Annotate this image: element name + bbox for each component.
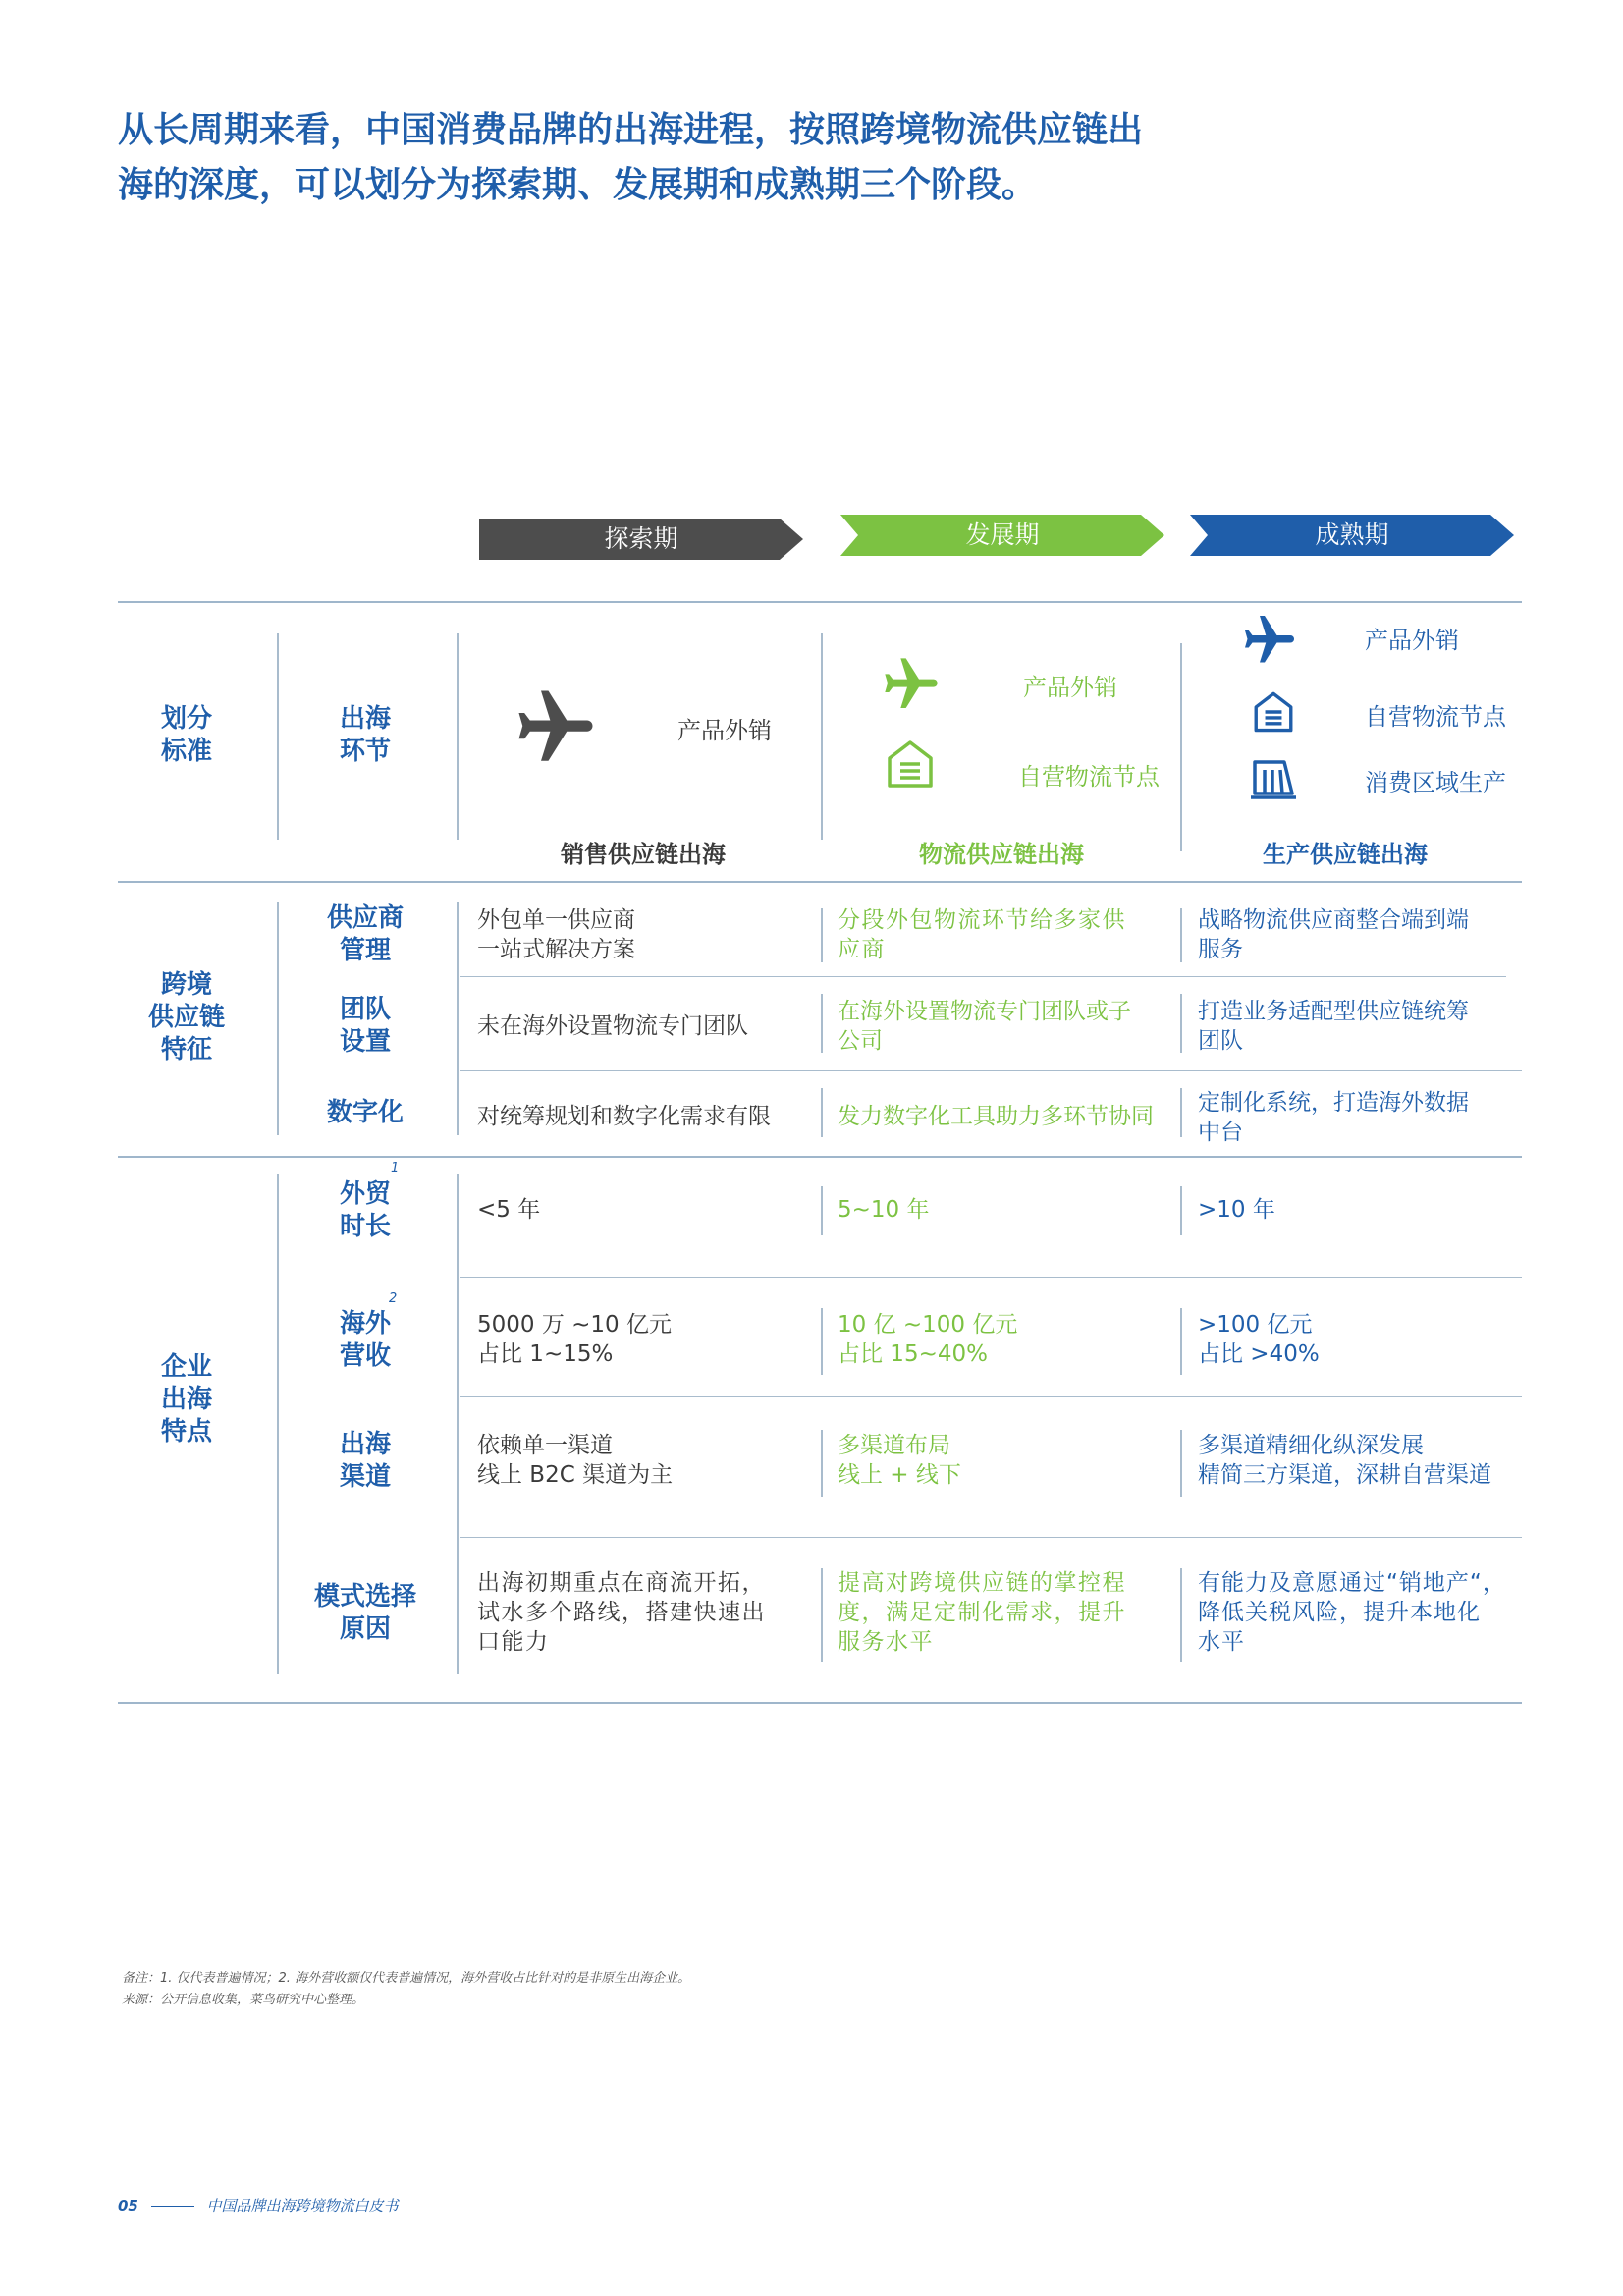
cell-line: 服务水平 [838, 1629, 934, 1655]
section2-label-line: 特征 [160, 1035, 212, 1065]
revenue-explore [477, 1310, 672, 1369]
rule-row-reason [460, 1537, 1522, 1538]
cell-line: 一站式解决方案 [477, 937, 635, 962]
vrule-s3-c2 [821, 1308, 823, 1375]
supplier-develop [838, 905, 1126, 964]
row-label-line: 外贸 [339, 1179, 391, 1209]
cell-line: 应商 [838, 937, 886, 962]
cell-line: 中台 [1198, 1120, 1243, 1145]
channel-explore [477, 1431, 673, 1490]
title-line-1: 从长周期来看，中国消费品牌的出海进程，按照跨境物流供应链出 [118, 110, 1144, 150]
cell-line: 未在海外设置物流专门团队 [477, 1013, 748, 1039]
section2-label [128, 969, 245, 1066]
section3-label-line: 出海 [160, 1385, 212, 1414]
page-number: 05 [118, 2197, 138, 2214]
phase-mature [1190, 515, 1514, 556]
digital-mature [1198, 1088, 1469, 1147]
vrule-s1-d [1180, 643, 1182, 851]
team-develop [838, 997, 1131, 1056]
vrule-s2-c2 [821, 994, 823, 1053]
cell-line: 10 亿 ~100 亿元 [838, 1312, 1018, 1338]
cell-line: 公司 [838, 1028, 883, 1054]
row-digital-label [306, 1097, 424, 1129]
row-label-line: 出海 [339, 1430, 391, 1459]
airplane-icon [1239, 611, 1300, 670]
cell-line: >100 亿元 [1198, 1312, 1313, 1338]
cell-line: 服务 [1198, 937, 1243, 962]
vrule-s3-b [457, 1174, 459, 1674]
row-channel-label [306, 1429, 424, 1494]
cell-line: 度，满足定制化需求，提升 [838, 1600, 1126, 1625]
vrule-s3-d2 [1180, 1308, 1182, 1375]
cell-line: 占比 >40% [1198, 1341, 1320, 1367]
develop-icon-label-2: 自营物流节点 [1018, 763, 1160, 791]
row-label-line: 管理 [339, 936, 391, 965]
cell-line: 发力数字化工具助力多环节协同 [838, 1104, 1154, 1129]
page-title [118, 103, 1296, 213]
rule-row-revenue [460, 1277, 1522, 1278]
cell-line: 降低关税风险，提升本地化 [1198, 1600, 1481, 1625]
rule-section3 [118, 1156, 1522, 1158]
footer-title: 中国品牌出海跨境物流白皮书 [206, 2197, 399, 2214]
cell-line: 提高对跨境供应链的掌控程 [838, 1570, 1126, 1596]
section3-label-line: 特点 [160, 1417, 212, 1447]
cell-line: 水平 [1198, 1629, 1245, 1655]
vrule-s3-c4 [821, 1568, 823, 1662]
vrule-s3-d1 [1180, 1186, 1182, 1235]
cell-line: 在海外设置物流专门团队或子 [838, 999, 1131, 1024]
cell-line: 试水多个路线，搭建快速出 [477, 1600, 766, 1625]
digital-explore [477, 1102, 771, 1131]
phase-mature-label: 成熟期 [1315, 520, 1389, 549]
row-label-line: 设置 [339, 1027, 391, 1057]
cell-line: 多渠道精细化纵深发展 [1198, 1433, 1424, 1458]
vrule-s2-b [457, 902, 459, 1135]
cell-line: 占比 1~15% [477, 1341, 614, 1367]
footnote-marker: 2 [389, 1291, 398, 1306]
duration-develop [838, 1195, 929, 1225]
section3-label [128, 1351, 245, 1449]
section2-label-line: 跨境 [160, 970, 212, 1000]
section1-sublabel-line: 环节 [339, 737, 391, 766]
section1-sublabel-line: 出海 [339, 704, 391, 734]
airplane-icon [511, 683, 601, 772]
vrule-s2-a [277, 902, 279, 1135]
section2-label-line: 供应链 [147, 1003, 225, 1032]
cell-line: 多渠道布局 [838, 1433, 950, 1458]
row-label-line: 营收 [339, 1341, 391, 1371]
revenue-mature [1198, 1310, 1320, 1369]
rule-section2 [118, 881, 1522, 883]
warehouse-icon [1252, 690, 1295, 734]
rule-row-channel [460, 1396, 1522, 1397]
develop-icon-label-1: 产品外销 [1023, 674, 1117, 701]
rule-bottom [118, 1702, 1522, 1704]
page-footer [118, 2195, 398, 2215]
vrule-s1-b [457, 633, 459, 840]
airplane-icon [879, 653, 944, 716]
source-text: 来源：公开信息收集，菜鸟研究中心整理。 [122, 1993, 365, 2007]
reason-develop [838, 1568, 1126, 1657]
digital-develop [838, 1102, 1154, 1131]
row-label-line: 原因 [339, 1614, 391, 1644]
cell-line: 对统筹规划和数字化需求有限 [477, 1104, 771, 1129]
vrule-s2-d2 [1180, 994, 1182, 1053]
row-label-line: 数字化 [326, 1098, 404, 1127]
vrule-s3-d3 [1180, 1430, 1182, 1497]
vrule-s2-c1 [821, 908, 823, 962]
team-explore [477, 1011, 748, 1041]
row-label-line: 时长 [339, 1212, 391, 1241]
cell-line: 依赖单一渠道 [477, 1433, 613, 1458]
vrule-s3-d4 [1180, 1568, 1182, 1662]
section1-label-line: 标准 [160, 737, 212, 766]
row-reason-label [297, 1581, 434, 1646]
cell-line: <5 年 [477, 1197, 541, 1223]
mature-icon-label-3: 消费区域生产 [1365, 769, 1506, 796]
cell-line: 占比 15~40% [838, 1341, 988, 1367]
channel-develop [838, 1431, 961, 1490]
supplier-mature [1198, 905, 1469, 964]
cell-line: 定制化系统，打造海外数据 [1198, 1090, 1469, 1116]
row-duration-label [306, 1178, 424, 1243]
phase-develop-label: 发展期 [965, 520, 1040, 549]
section1-label [128, 703, 245, 768]
mature-footer: 生产供应链出海 [1263, 841, 1428, 868]
section1-label-line: 划分 [160, 704, 212, 734]
duration-explore [477, 1195, 540, 1225]
revenue-develop [838, 1310, 1017, 1369]
cell-line: >10 年 [1198, 1197, 1275, 1223]
cell-line: 口能力 [477, 1629, 550, 1655]
cell-line: 团队 [1198, 1028, 1243, 1054]
row-label-line: 模式选择 [313, 1582, 416, 1612]
cell-line: 线上 + 线下 [838, 1462, 961, 1488]
vrule-s1-c [821, 633, 823, 840]
cell-line: 精简三方渠道，深耕自营渠道 [1198, 1462, 1491, 1488]
vrule-s1-a [277, 633, 279, 840]
section1-sublabel [306, 703, 424, 768]
cell-line: 出海初期重点在商流开拓， [477, 1570, 766, 1596]
cell-line: 有能力及意愿通过“销地产“， [1198, 1570, 1506, 1596]
reason-mature [1198, 1568, 1506, 1657]
row-label-line: 渠道 [339, 1462, 391, 1492]
row-supplier-label [306, 902, 424, 967]
footnote-text: 备注：1. 仅代表普遍情况；2. 海外营收额仅代表普遍情况，海外营收占比针对的是非原生出海企业。 [122, 1971, 691, 1986]
cell-line: 外包单一供应商 [477, 907, 635, 933]
section3-label-line: 企业 [160, 1352, 212, 1382]
duration-mature [1198, 1195, 1275, 1225]
explore-footer: 销售供应链出海 [561, 841, 726, 868]
vrule-s2-c3 [821, 1088, 823, 1137]
cell-line: 战略物流供应商整合端到端 [1198, 907, 1469, 933]
channel-mature [1198, 1431, 1491, 1490]
rule-top [118, 601, 1522, 603]
factory-icon [1247, 754, 1300, 801]
develop-footer: 物流供应链出海 [919, 841, 1084, 868]
vrule-s3-c1 [821, 1186, 823, 1235]
team-mature [1198, 997, 1469, 1056]
footnote-marker: 1 [391, 1161, 400, 1175]
cell-line: 打造业务适配型供应链统筹 [1198, 999, 1469, 1024]
footer-divider [151, 2206, 194, 2207]
rule-row-team [460, 976, 1506, 977]
vrule-s3-c3 [821, 1430, 823, 1497]
vrule-s2-d3 [1180, 1088, 1182, 1137]
cell-line: 分段外包物流环节给多家供 [838, 907, 1126, 933]
title-line-2: 海的深度，可以划分为探索期、发展期和成熟期三个阶段。 [118, 165, 1038, 205]
mature-icon-label-2: 自营物流节点 [1365, 703, 1506, 731]
vrule-s3-a [277, 1174, 279, 1674]
row-label-line: 团队 [339, 995, 391, 1024]
cell-line: 5~10 年 [838, 1197, 930, 1223]
mature-icon-label-1: 产品外销 [1365, 627, 1459, 654]
phase-explore-label: 探索期 [604, 524, 678, 553]
cell-line: 线上 B2C 渠道为主 [477, 1462, 674, 1488]
row-label-line: 供应商 [326, 903, 404, 933]
row-revenue-label [306, 1308, 424, 1373]
rule-row-digital [460, 1070, 1522, 1071]
cell-line: 5000 万 ~10 亿元 [477, 1312, 673, 1338]
row-team-label [306, 994, 424, 1059]
warehouse-icon [886, 738, 935, 790]
row-label-line: 海外 [339, 1309, 391, 1339]
reason-explore [477, 1568, 766, 1657]
phase-develop [840, 515, 1164, 556]
vrule-s2-d1 [1180, 908, 1182, 962]
phase-explore [479, 519, 803, 560]
explore-icon-label: 产品外销 [677, 717, 772, 744]
supplier-explore [477, 905, 635, 964]
